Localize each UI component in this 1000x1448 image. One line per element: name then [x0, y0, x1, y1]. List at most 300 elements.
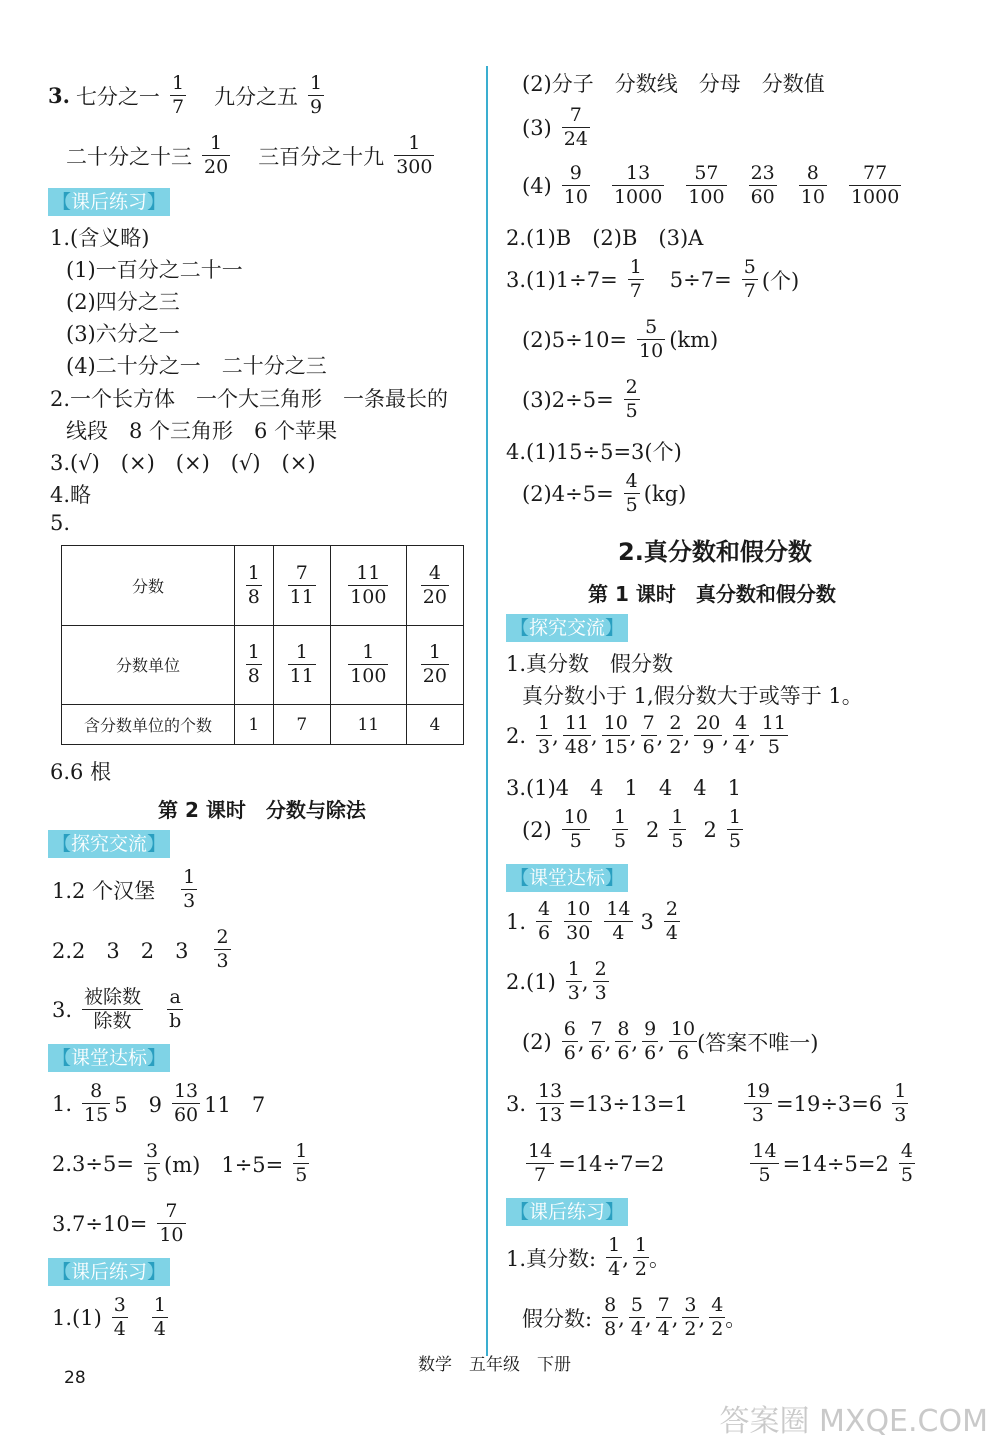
- answer-text: (3): [522, 115, 552, 140]
- numerator: 14: [606, 898, 631, 920]
- denominator: 24: [563, 128, 588, 150]
- answer-text: (2): [522, 817, 552, 842]
- table-cell: 7: [273, 705, 330, 745]
- answer-line: [52, 986, 187, 1033]
- answer-text: 1.(含义略): [50, 226, 150, 250]
- numerator: 被除数: [84, 986, 142, 1008]
- numerator: 3: [113, 1294, 126, 1316]
- denominator: 9: [702, 736, 715, 758]
- denominator: 4: [608, 1258, 621, 1280]
- denominator: 6: [538, 922, 551, 944]
- denominator: b: [169, 1010, 182, 1032]
- answer-line: [50, 447, 322, 477]
- answer-text: 二十分之十三: [66, 144, 192, 169]
- fraction: [694, 712, 722, 759]
- denominator: 5: [671, 830, 684, 852]
- denominator: 4: [113, 1318, 126, 1340]
- answer-line: [522, 680, 869, 710]
- fraction: [202, 132, 230, 179]
- answer-line: [50, 222, 155, 252]
- answer-text: (2)5÷10=: [522, 327, 628, 352]
- answer-line: [66, 350, 333, 380]
- numerator: 8: [617, 1018, 630, 1040]
- answer-line: [66, 286, 186, 316]
- answer-text: 2: [646, 817, 660, 842]
- numerator: 4: [900, 1140, 913, 1162]
- fraction: [602, 1294, 618, 1341]
- fraction: [629, 1294, 645, 1341]
- separator: ,: [581, 969, 589, 994]
- denominator: 6: [644, 1042, 657, 1064]
- answer-line: [522, 1018, 824, 1065]
- numerator: 77: [863, 162, 888, 184]
- section-header: 【课堂达标】: [506, 864, 628, 892]
- fraction: [536, 712, 552, 759]
- denominator: 4: [612, 922, 625, 944]
- answer-line: [506, 1234, 676, 1281]
- denominator: 3: [567, 982, 580, 1004]
- denominator: 4: [665, 922, 678, 944]
- separator: ,: [698, 1305, 706, 1330]
- separator: ,: [631, 1029, 639, 1054]
- numerator: 4: [538, 898, 551, 920]
- denominator: 3: [216, 950, 229, 972]
- table-row-label: 分数: [62, 546, 235, 626]
- book-title: 数学 五年级 下册: [418, 1355, 571, 1375]
- numerator: 8: [90, 1080, 103, 1102]
- table-cell: $\frac{11}{100}$: [330, 546, 406, 626]
- answer-line: [506, 712, 788, 759]
- fraction: [656, 1294, 672, 1341]
- denominator: 13: [538, 1104, 563, 1126]
- numerator: 13: [538, 1080, 563, 1102]
- numerator: 57: [694, 162, 719, 184]
- denominator: 10: [800, 186, 825, 208]
- fraction: [563, 712, 591, 759]
- answer-text: (m) 1÷5=: [164, 1152, 284, 1177]
- numerator: 6: [563, 1018, 576, 1040]
- denominator: 5: [625, 400, 638, 422]
- fraction: [742, 256, 758, 303]
- separator: ,: [577, 1029, 585, 1054]
- answer-line: [52, 1080, 271, 1127]
- denominator: 1000: [850, 186, 900, 208]
- separator: ,: [658, 1029, 665, 1054]
- fraction: [667, 712, 683, 759]
- section-header: 【探究交流】: [48, 830, 170, 858]
- separator: ,: [618, 1305, 625, 1330]
- separator: ,: [629, 723, 637, 748]
- denominator: 7: [629, 280, 642, 302]
- numerator: 1: [608, 1234, 621, 1256]
- section-header: 【探究交流】: [506, 614, 628, 642]
- answer-text: 2.: [506, 723, 527, 748]
- answer-text: 1.真分数:: [506, 1246, 597, 1271]
- denominator: 5: [625, 494, 638, 516]
- fraction: [612, 162, 664, 209]
- fraction: [170, 72, 186, 119]
- denominator: 100: [688, 186, 725, 208]
- fraction: [624, 470, 640, 517]
- denominator: 6: [590, 1042, 603, 1064]
- denominator: 4: [153, 1318, 166, 1340]
- numerator: 2: [665, 898, 678, 920]
- answer-line: [50, 479, 97, 509]
- fraction: [562, 104, 590, 151]
- answer-text: 2.(1)B (2)B (3)A: [506, 226, 704, 250]
- denominator: 15: [603, 736, 628, 758]
- watermark-logo: 答案圈 MXQE.COM: [719, 1404, 988, 1439]
- separator: ,: [622, 1245, 629, 1270]
- answer-line: [522, 68, 831, 98]
- answer-text: (4): [522, 173, 552, 198]
- fraction: [152, 1294, 168, 1341]
- answer-text: 1.真分数 假分数: [506, 652, 674, 676]
- page-number: 28: [64, 1368, 86, 1388]
- table-cell: $\frac{4}{20}$: [406, 546, 463, 626]
- table-cell: $\frac{1}{8}$: [235, 546, 274, 626]
- numerator: 2: [625, 376, 638, 398]
- table-row-label: 分数单位: [62, 625, 235, 705]
- numerator: 11: [564, 712, 590, 734]
- fraction: [606, 1234, 622, 1281]
- denominator: 300: [396, 156, 433, 178]
- numerator: 8: [604, 1294, 617, 1316]
- denominator: 60: [173, 1104, 199, 1126]
- answer-line: [522, 104, 594, 151]
- answer-line: [506, 222, 709, 252]
- numerator: 13: [173, 1080, 199, 1102]
- answer-text: (2)4÷5=: [522, 481, 614, 506]
- numerator: 9: [644, 1018, 657, 1040]
- denominator: 3: [183, 890, 196, 912]
- answer-line: [52, 1140, 313, 1187]
- fraction: [744, 1080, 772, 1127]
- numerator: 7: [165, 1200, 178, 1222]
- numerator: 1: [183, 866, 196, 888]
- denominator: 3: [751, 1104, 764, 1126]
- fraction: [727, 806, 743, 853]
- table-cell: 11: [330, 705, 406, 745]
- numerator: 9: [569, 162, 582, 184]
- answer-line: [50, 756, 117, 786]
- denominator: 48: [564, 736, 590, 758]
- answer-text: 线段 8 个三角形 6 个苹果: [66, 419, 338, 443]
- numerator: 7: [657, 1294, 670, 1316]
- denominator: 60: [750, 186, 775, 208]
- answer-text: (1)一百分之二十一: [66, 258, 243, 282]
- fraction: [642, 1018, 658, 1065]
- numerator: 1: [538, 712, 551, 734]
- numerator: 1: [310, 72, 323, 94]
- numerator: 7: [642, 712, 655, 734]
- answer-line: [506, 958, 609, 1005]
- answer-line: [506, 256, 805, 303]
- denominator: 除数: [93, 1010, 132, 1032]
- answer-line: [52, 866, 201, 913]
- answer-line: [522, 376, 644, 423]
- section-header: 【课后练习】: [48, 1258, 170, 1286]
- denominator: 3: [594, 982, 607, 1004]
- answer-text: (答案不唯一): [697, 1030, 819, 1055]
- denominator: 6: [563, 1042, 576, 1064]
- answer-text: =14÷5=2: [782, 1151, 889, 1176]
- fraction: [641, 712, 657, 759]
- answer-text: (3)六分之一: [66, 322, 180, 346]
- numerator: 4: [735, 712, 748, 734]
- answer-line: [48, 72, 328, 119]
- answer-text: =19÷3=6: [776, 1091, 883, 1116]
- fraction: [172, 1080, 200, 1127]
- fraction: [536, 1080, 564, 1127]
- denominator: 5: [728, 830, 741, 852]
- answer-text: 1.: [52, 1091, 73, 1116]
- fraction: [760, 712, 788, 759]
- fraction: [526, 1140, 554, 1187]
- answer-text: 1.: [506, 909, 527, 934]
- answer-line: [52, 926, 235, 973]
- fraction: [733, 712, 749, 759]
- answer-text: 三百分之十九: [258, 144, 385, 169]
- answer-line: [50, 383, 454, 413]
- fraction: [82, 986, 143, 1033]
- separator: ,: [749, 723, 756, 748]
- table-cell: $\frac{1}{100}$: [330, 625, 406, 705]
- fraction: [157, 1200, 185, 1247]
- fraction: [633, 1234, 649, 1281]
- fraction: [214, 926, 230, 973]
- answer-text: 3.(1)1÷7=: [506, 267, 618, 292]
- answer-text: 2.一个长方体 一个大三角形 一条最长的: [50, 387, 449, 411]
- answer-text: 假分数:: [522, 1306, 593, 1331]
- fraction: [604, 898, 632, 945]
- answer-text: 1.(1): [52, 1305, 102, 1330]
- answer-text: 11 7: [204, 1092, 266, 1117]
- numerator: 5: [743, 256, 756, 278]
- answer-text: (3)2÷5=: [522, 387, 614, 412]
- denominator: 5: [758, 1164, 771, 1186]
- numerator: 10: [603, 712, 628, 734]
- denominator: 4: [630, 1318, 643, 1340]
- answer-line: [50, 511, 76, 535]
- numerator: 2: [216, 926, 229, 948]
- answer-line: [66, 415, 343, 445]
- answer-text: (km): [669, 327, 719, 352]
- fraction: [624, 376, 640, 423]
- numerator: 5: [630, 1294, 643, 1316]
- fraction: [394, 132, 434, 179]
- separator: ,: [591, 723, 598, 748]
- fraction: [112, 1294, 128, 1341]
- section-header: 【课后练习】: [506, 1198, 628, 1226]
- numerator: 1: [171, 72, 185, 94]
- fraction: [615, 1018, 631, 1065]
- denominator: 2: [711, 1318, 724, 1340]
- table-cell: 1: [235, 705, 274, 745]
- answer-text: 3.7÷10=: [52, 1211, 148, 1236]
- fraction: [669, 806, 685, 853]
- answer-line: [522, 316, 724, 363]
- answer-line: [522, 162, 919, 209]
- table-row-label: 含分数单位的个数: [62, 705, 235, 745]
- answer-line: [506, 898, 684, 945]
- answer-text: 真分数小于 1,假分数大于或等于 1。: [522, 684, 863, 708]
- section-header: 【课后练习】: [48, 188, 170, 216]
- answer-line: [506, 772, 747, 802]
- answer-text: 1.2 个汉堡: [52, 878, 156, 903]
- fraction: [686, 162, 726, 209]
- numerator: 23: [750, 162, 775, 184]
- numerator: 1: [894, 1080, 907, 1102]
- numerator: 1: [671, 806, 684, 828]
- denominator: 4: [735, 736, 748, 758]
- table-cell: 4: [406, 705, 463, 745]
- denominator: 8: [604, 1318, 617, 1340]
- denominator: 10: [159, 1224, 184, 1246]
- answer-text: 七分之一: [75, 84, 160, 109]
- answer-line: [506, 648, 679, 678]
- denominator: 4: [657, 1318, 670, 1340]
- table-cell: $\frac{7}{11}$: [273, 546, 330, 626]
- answer-text: =13÷13=1: [568, 1091, 688, 1116]
- denominator: 3: [894, 1104, 907, 1126]
- denominator: 2: [684, 1318, 697, 1340]
- separator: ,: [644, 1305, 652, 1330]
- numerator: 1: [634, 1234, 647, 1256]
- fraction: [682, 1294, 698, 1341]
- numerator: 10: [563, 806, 588, 828]
- denominator: 5: [295, 1164, 308, 1186]
- answer-text: 3: [640, 909, 654, 934]
- answer-line: [66, 318, 186, 348]
- numerator: 7: [569, 104, 582, 126]
- denominator: 7: [171, 96, 185, 118]
- fraction: [664, 898, 680, 945]
- answer-text: (2)分子 分数线 分母 分数值: [522, 72, 825, 96]
- answer-text: 九分之五: [214, 84, 299, 109]
- fraction: [799, 162, 827, 209]
- fraction: [293, 1140, 309, 1187]
- answer-text: 3.: [48, 83, 70, 108]
- fraction: [566, 958, 582, 1005]
- numerator: 13: [626, 162, 651, 184]
- separator: ,: [552, 723, 559, 748]
- fraction: [637, 316, 665, 363]
- fraction: [562, 1018, 578, 1065]
- answer-text: (2)四分之三: [66, 290, 180, 314]
- numerator: 3: [684, 1294, 697, 1316]
- table-row: [62, 625, 464, 705]
- denominator: 10: [639, 340, 664, 362]
- answer-text: 2: [703, 817, 717, 842]
- table-row: [62, 546, 464, 626]
- numerator: 1: [567, 958, 580, 980]
- answer-text: (个): [761, 268, 800, 293]
- numerator: 20: [696, 712, 721, 734]
- numerator: 14: [752, 1140, 777, 1162]
- section-header: 【课堂达标】: [48, 1044, 170, 1072]
- fraction: [750, 1140, 778, 1187]
- numerator: 14: [528, 1140, 553, 1162]
- fraction: [602, 712, 630, 759]
- numerator: 1: [210, 132, 223, 154]
- denominator: 2: [669, 736, 682, 758]
- answer-line: [66, 254, 249, 284]
- answer-text: 5÷7=: [669, 267, 732, 292]
- numerator: 1: [295, 1140, 308, 1162]
- numerator: 4: [625, 470, 638, 492]
- answer-text: (kg): [643, 481, 687, 506]
- answer-text: 。: [649, 1246, 670, 1271]
- denominator: 5: [613, 830, 627, 852]
- answer-text: 6.6 根: [50, 760, 112, 784]
- answer-text: 2.(1): [506, 969, 556, 994]
- numerator: 1: [629, 256, 642, 278]
- denominator: 1000: [613, 186, 663, 208]
- fraction: [144, 1140, 160, 1187]
- separator: ,: [722, 723, 730, 748]
- numerator: 10: [566, 898, 591, 920]
- table-cell: $\frac{1}{8}$: [235, 625, 274, 705]
- separator: ,: [683, 723, 691, 748]
- denominator: 7: [534, 1164, 547, 1186]
- fraction: [612, 806, 628, 853]
- numerator: 8: [806, 162, 819, 184]
- answer-text: 4.略: [50, 483, 92, 507]
- fraction: [167, 986, 183, 1033]
- table-cell: $\frac{1}{11}$: [273, 625, 330, 705]
- denominator: 3: [538, 736, 551, 758]
- numerator: 1: [613, 806, 627, 828]
- fraction: [593, 958, 609, 1005]
- answer-text: 3.: [52, 997, 73, 1022]
- fraction: [536, 898, 552, 945]
- fraction: [749, 162, 777, 209]
- fraction: [562, 806, 590, 853]
- fraction: [892, 1080, 908, 1127]
- numerator: a: [169, 986, 181, 1008]
- numerator: 2: [669, 712, 682, 734]
- denominator: 5: [569, 830, 582, 852]
- lesson-title: 第 1 课时 真分数和假分数: [588, 582, 836, 606]
- fraction: [82, 1080, 110, 1127]
- answer-text: 。: [725, 1306, 747, 1331]
- answer-line: [522, 1294, 752, 1341]
- numerator: 3: [145, 1140, 159, 1162]
- fraction: [589, 1018, 605, 1065]
- answer-text: 2.3÷5=: [52, 1151, 134, 1176]
- answer-text: 3.(√) (×) (×) (√) (×): [50, 451, 316, 475]
- answer-text: (4)二十分之一 二十分之三: [66, 354, 327, 378]
- fraction: [562, 162, 590, 209]
- answer-text: 4.(1)15÷5=3(个): [506, 440, 682, 464]
- answer-text: 2.2 3 2 3: [52, 938, 189, 963]
- denominator: 2: [634, 1258, 647, 1280]
- answer-line: [52, 1294, 172, 1341]
- fraction: [899, 1140, 915, 1187]
- fraction: [308, 72, 324, 119]
- numerator: 1: [408, 132, 421, 154]
- answer-text: 3.: [506, 1091, 527, 1116]
- lesson-title: 第 2 课时 分数与除法: [158, 798, 366, 822]
- answer-line: [66, 132, 438, 179]
- denominator: 6: [676, 1042, 690, 1064]
- fraction: [564, 898, 592, 945]
- numerator: 7: [590, 1018, 603, 1040]
- fraction: [709, 1294, 725, 1341]
- answer-line: [522, 1140, 919, 1187]
- denominator: 9: [310, 96, 323, 118]
